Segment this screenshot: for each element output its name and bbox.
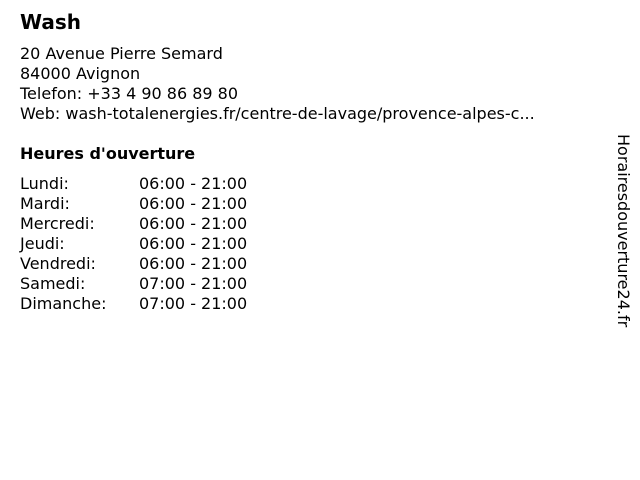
day-label: Mercredi: <box>20 214 95 233</box>
time-range: 06:00 - 21:00 <box>139 174 248 193</box>
phone-line[interactable]: Telefon: +33 4 90 86 89 80 <box>20 84 239 103</box>
time-range: 06:00 - 21:00 <box>139 254 248 273</box>
day-label: Samedi: <box>20 274 86 293</box>
address-city: 84000 Avignon <box>20 64 141 83</box>
site-watermark: Horairesdouverture24.fr <box>614 134 633 328</box>
opening-hours-heading: Heures d'ouverture <box>20 144 196 163</box>
day-label: Lundi: <box>20 174 69 193</box>
website-line[interactable]: Web: wash-totalenergies.fr/centre-de-lavage/provence-alpes-c... <box>20 104 535 123</box>
time-range: 07:00 - 21:00 <box>139 294 248 313</box>
day-label: Mardi: <box>20 194 70 213</box>
day-label: Jeudi: <box>20 234 65 253</box>
business-contact <box>20 44 535 124</box>
time-range: 06:00 - 21:00 <box>139 214 248 233</box>
address-street: 20 Avenue Pierre Semard <box>20 44 223 63</box>
time-range: 07:00 - 21:00 <box>139 274 248 293</box>
day-label: Vendredi: <box>20 254 96 273</box>
time-range: 06:00 - 21:00 <box>139 234 248 253</box>
day-label: Dimanche: <box>20 294 107 313</box>
time-range: 06:00 - 21:00 <box>139 194 248 213</box>
business-name: Wash <box>20 10 81 34</box>
